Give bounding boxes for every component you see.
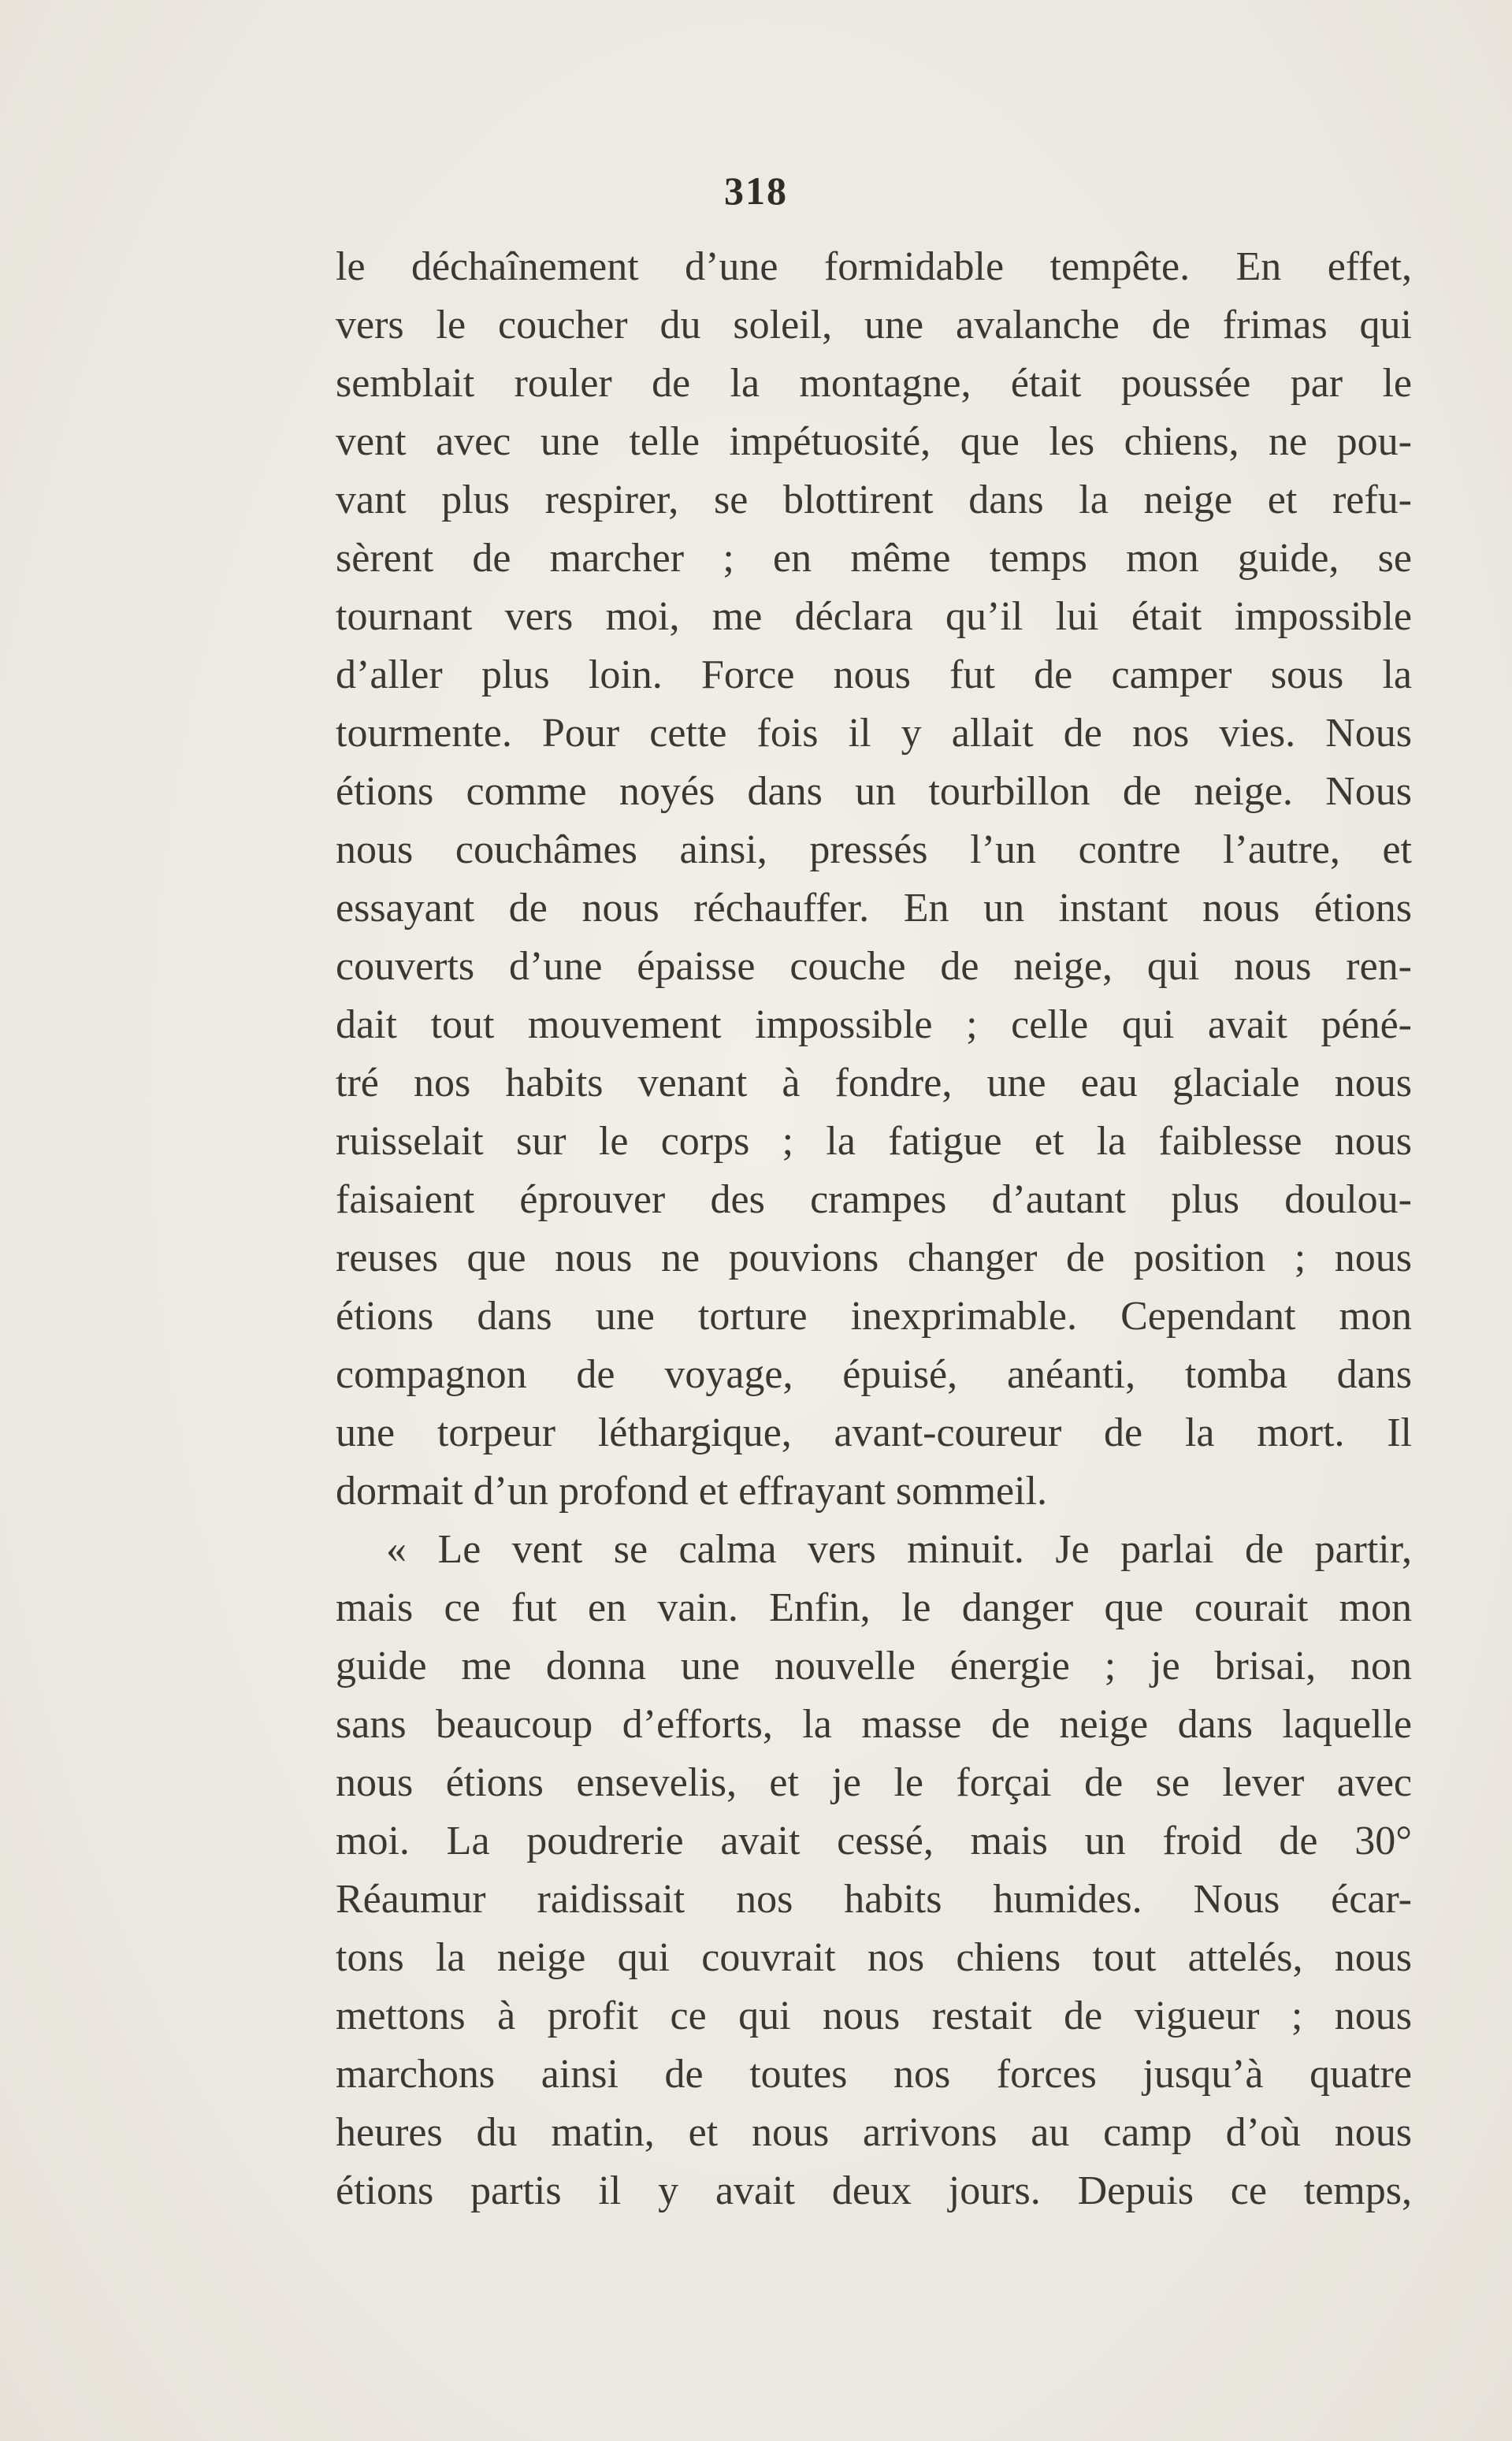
text-line: reuses que nous ne pouvions changer de position ; nous (336, 1235, 1412, 1280)
text-line: étions dans une torture inexprimable. Cependant mon (336, 1294, 1412, 1339)
page-number: 318 (724, 169, 788, 213)
text-line: tré nos habits venant à fondre, une eau glaciale nous (336, 1061, 1412, 1105)
text-line: tournant vers moi, me déclara qu’il lui était impossible (336, 594, 1412, 639)
text-line: faisaient éprouver des crampes d’autant plus doulou- (336, 1177, 1412, 1222)
text-line: tons la neige qui couvrait nos chiens tout attelés, nous (336, 1935, 1412, 1980)
body-text (336, 238, 1412, 2220)
text-line: couverts d’une épaisse couche de neige, qui nous ren- (336, 944, 1412, 989)
text-line: guide me donna une nouvelle énergie ; je brisai, non (336, 1644, 1412, 1689)
text-line: vent avec une telle impétuosité, que les chiens, ne pou- (336, 419, 1412, 464)
text-line: essayant de nous réchauffer. En un instant nous étions (336, 886, 1412, 931)
text-line: sans beaucoup d’efforts, la masse de neige dans laquelle (336, 1702, 1412, 1747)
text-line: mais ce fut en vain. Enfin, le danger que courait mon (336, 1585, 1412, 1630)
text-line: semblait rouler de la montagne, était poussée par le (336, 361, 1412, 406)
text-line: mettons à profit ce qui nous restait de vigueur ; nous (336, 1993, 1412, 2038)
text-line-paragraph-start: « Le vent se calma vers minuit. Je parlai de partir, (386, 1527, 1412, 1572)
text-line: nous étions ensevelis, et je le forçai de se lever avec (336, 1760, 1412, 1805)
text-line: une torpeur léthargique, avant-coureur de la mort. Il (336, 1410, 1412, 1455)
text-line: heures du matin, et nous arrivons au camp d’où nous (336, 2110, 1412, 2155)
text-line-paragraph-end: dormait d’un profond et effrayant sommeil. (336, 1469, 1048, 1514)
text-line: dait tout mouvement impossible ; celle qui avait péné- (336, 1002, 1412, 1047)
text-line: Réaumur raidissait nos habits humides. Nous écar- (336, 1877, 1412, 1922)
text-line: sèrent de marcher ; en même temps mon guide, se (336, 536, 1412, 581)
text-line: tourmente. Pour cette fois il y allait de nos vies. Nous (336, 711, 1412, 756)
text-line: étions partis il y avait deux jours. Depuis ce temps, (336, 2168, 1412, 2213)
text-line: le déchaînement d’une formidable tempête. En effet, (336, 244, 1412, 289)
text-line: vant plus respirer, se blottirent dans la neige et refu- (336, 477, 1412, 522)
text-line: d’aller plus loin. Force nous fut de camper sous la (336, 652, 1412, 697)
text-line: moi. La poudrerie avait cessé, mais un froid de 30° (336, 1819, 1412, 1863)
text-line: compagnon de voyage, épuisé, anéanti, tomba dans (336, 1352, 1412, 1397)
text-line: étions comme noyés dans un tourbillon de neige. Nous (336, 769, 1412, 814)
text-line: nous couchâmes ainsi, pressés l’un contre l’autre, et (336, 827, 1412, 872)
text-line: marchons ainsi de toutes nos forces jusqu’à quatre (336, 2052, 1412, 2097)
text-line: ruisselait sur le corps ; la fatigue et la faiblesse nous (336, 1119, 1412, 1164)
text-line: vers le coucher du soleil, une avalanche de frimas qui (336, 303, 1412, 347)
